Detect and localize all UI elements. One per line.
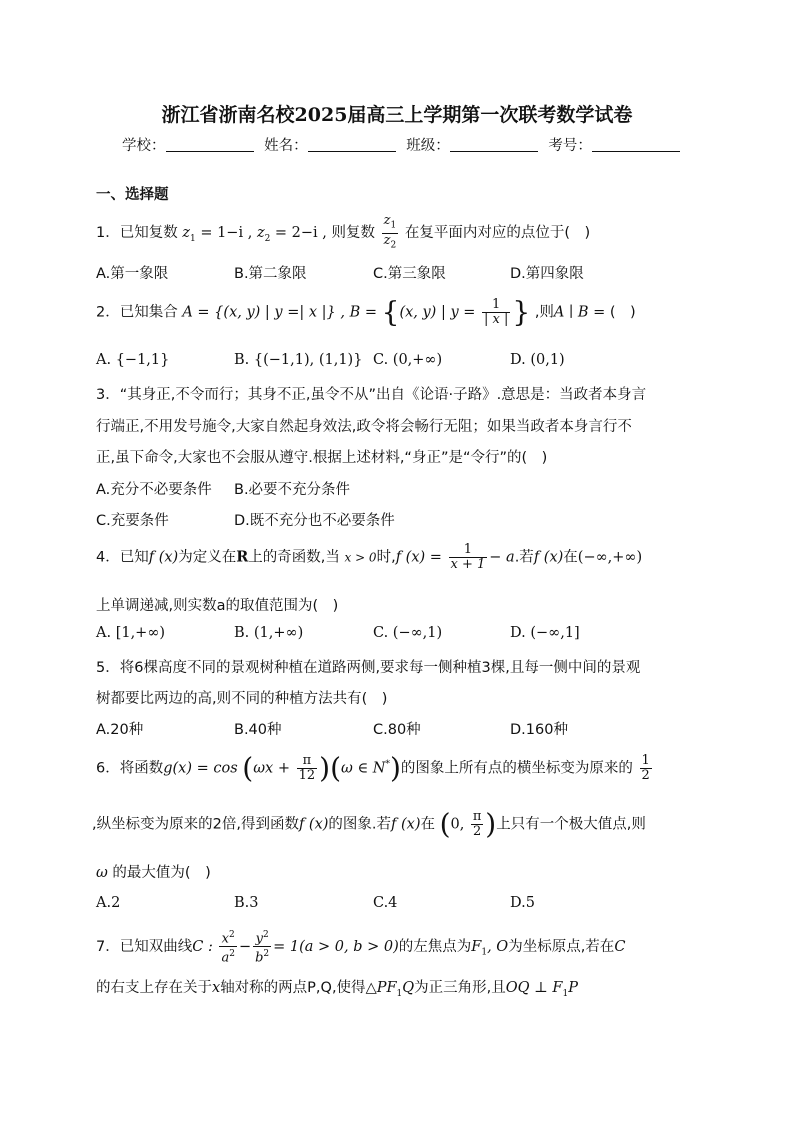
option-d[interactable]: D.160种 [510,722,568,738]
question-number: 4． [96,549,120,566]
question-number: 2． [96,304,120,321]
id-blank[interactable] [592,137,680,152]
fraction [219,928,237,966]
frac-numerator: 1 [641,753,650,768]
fraction [382,214,399,252]
math-sub: 1 [189,233,196,244]
frac-denominator: | x | [484,312,509,327]
question-7: 7．已知双曲线C : $\frac{x^2}{a^2}$ − $\frac{y^2}{b^2}$ = 1(a > 0, b > 0)的左焦点为$F_1$, O为坐标原点,若在C [96,930,626,966]
math-var: Q [402,980,415,996]
question-4-line-2: 上单调递减,则实数a的取值范围为( ) [96,598,339,614]
fraction [253,928,271,966]
section-heading: 一、选择题 [96,187,169,203]
class-label: 班级： [406,138,450,154]
question-7-line-2 [96,976,578,999]
frac-numerator: y [255,931,263,947]
question-6-line-3 [96,861,211,882]
right-paren: ) [319,751,331,785]
math-expr: OQ ⊥ F [505,980,563,996]
question-6 [96,751,654,785]
frac-numerator: x [221,931,229,947]
math-expr: f (x) [298,816,329,833]
question-text: 已知复数 [119,225,178,242]
class-blank[interactable] [450,137,538,152]
math-sup: 2 [229,949,235,960]
question-text: 为坐标原点,若在 [508,938,615,955]
question-text: 的左焦点为 [398,938,472,955]
question-text: = ( ) [588,304,636,321]
question-text: 为正三角形,且 [414,980,506,996]
right-brace: } [512,295,531,329]
left-brace: { [381,295,400,329]
option-d[interactable]: D. (−∞,1] [510,625,580,641]
option-b[interactable]: B. (1,+∞) [234,625,304,641]
fraction [297,754,318,783]
frac-denominator: 2 [473,824,482,839]
left-paren: ( [330,751,342,785]
math-var: C [614,938,626,955]
option-c[interactable]: C.充要条件 [96,513,169,529]
math-expr: (x, y) | y = [399,304,476,321]
math-sup: 2 [263,949,270,960]
question-text: 轴对称的两点P,Q,使得 [220,980,366,996]
option-b[interactable]: B.3 [234,895,259,911]
name-label: 姓名： [264,138,308,154]
math-var: z [256,225,265,242]
question-text: ,纵坐标变为原来的2倍,得到函数 [92,816,299,833]
fraction [482,298,510,327]
math-expr: ω ∈ N [341,760,386,777]
question-text: 将函数 [119,760,164,777]
math-sub: 2 [264,233,271,244]
frac-denominator: 2 [641,768,650,783]
id-label: 考号： [548,138,592,154]
math-var: x [212,980,221,996]
name-blank[interactable] [308,137,396,152]
question-text: 上只有一个极大值点,则 [496,816,646,833]
frac-numerator: π [302,753,312,768]
exam-title: 浙江省浙南名校2025届高三上学期第一次联考数学试卷 [161,104,633,126]
frac-denominator: z [383,232,391,248]
school-blank[interactable] [166,137,254,152]
math-expr: f (x) [391,816,421,833]
math-expr: f (x) [148,549,179,566]
option-d[interactable]: D.5 [510,895,535,911]
option-c[interactable]: C.80种 [373,722,421,738]
question-text: .若 [514,549,534,566]
option-c[interactable]: C.第三象限 [373,266,446,282]
question-text: 的右支上存在关于 [96,980,212,996]
math-var: ω [96,865,108,881]
option-c[interactable]: C.4 [373,895,398,911]
math-expr: f (x) [533,549,564,566]
math-expr: A = {(x, y) | y =| x |} , B = [182,304,377,321]
option-a[interactable]: A.2 [96,895,121,911]
math-var: z [182,225,190,242]
option-b[interactable]: B. {(−1,1), (1,1)} [234,352,363,368]
frac-denominator: x + 1 [450,557,486,572]
math-expr: A ∣ B [553,304,589,321]
question-text: 时, [376,549,396,566]
question-text: ,则 [534,304,554,321]
math-var: P [568,980,578,996]
question-2 [96,295,636,329]
math-expr: f (x) = [395,549,442,566]
math-expr: △PF [365,980,397,996]
math-sub: 2 [390,240,397,251]
question-text: 已知双曲线 [119,938,193,955]
frac-numerator: z [383,213,391,228]
option-a[interactable]: A. {−1,1} [96,352,170,368]
option-d[interactable]: D.第四象限 [510,266,584,282]
question-6-line-2 [92,807,646,841]
option-a[interactable]: A. [1,+∞) [96,625,166,641]
math-expr: − a [489,549,515,566]
math-sub: 1 [396,988,403,999]
school-label: 学校： [122,138,166,154]
option-a[interactable]: A.第一象限 [96,266,169,282]
math-sup: * [385,759,390,770]
question-number: 1． [96,225,120,242]
question-text: 的图象.若 [328,816,392,833]
left-paren: ( [439,807,451,841]
question-text: 在 [420,816,435,833]
question-text: 的最大值为( ) [107,865,211,881]
real-set-symbol: R [236,548,249,566]
math-var: , O [487,938,509,955]
option-a[interactable]: A.充分不必要条件 [96,482,212,498]
question-text: 已知集合 [119,304,178,321]
math-var: F [471,938,482,955]
math-expr: 0, [450,816,465,833]
math-sub: 1 [562,988,569,999]
option-b[interactable]: B.第二象限 [234,266,307,282]
math-expr: C : [192,938,213,955]
fraction [640,754,652,783]
left-paren: ( [242,751,254,785]
math-expr: x > 0 [344,550,377,565]
math-expr: g(x) = cos [163,760,238,777]
frac-denominator: a [221,950,230,966]
option-a[interactable]: A.20种 [96,722,144,738]
math-expr: (−∞,+∞) [577,549,643,566]
question-text: 的图象上所有点的横坐标变为原来的 [400,760,633,777]
frac-numerator: π [472,809,482,824]
question-3-line-2: 行端正,不用发号施令,大家自然起身效法,政令将会畅行无阻；如果当政者本身言行不 [96,419,632,435]
student-info-row [122,134,686,155]
question-number: 6． [96,760,120,777]
fraction [471,810,483,839]
question-3-line-1: 3．“其身正,不令而行；其身不正,虽令不从”出自《论语·子路》.意思是：当政者本身言 [96,387,647,403]
right-paren: ) [389,751,401,785]
frac-denominator: 12 [298,768,316,783]
math-expr: = 2−i , [270,225,327,242]
question-text: 为定义在 [178,549,237,566]
math-expr: = 1(a > 0, b > 0) [273,938,399,955]
math-expr: ωx + [253,760,290,777]
frac-numerator: 1 [492,297,501,312]
question-3-line-3: 正,虽下命令,大家也不会服从遵守.根据上述材料,“身正”是“令行”的( ) [96,450,548,466]
question-1 [96,214,590,252]
fraction [449,543,488,572]
question-text: 在复平面内对应的点位于( ) [404,225,591,242]
option-c[interactable]: C. (0,+∞) [373,352,443,368]
question-5-line-2: 树都要比两边的高,则不同的种植方法共有( ) [96,691,388,707]
option-d[interactable]: D. (0,1) [510,352,565,368]
math-sup: 2 [228,930,235,940]
frac-numerator: 1 [463,542,473,557]
frac-denominator: b [255,950,264,966]
question-text: 在 [563,549,578,566]
math-sub: 1 [390,220,397,231]
option-b[interactable]: B.必要不充分条件 [234,482,351,498]
question-text: 上的奇函数,当 [248,549,340,566]
question-4 [96,543,642,572]
math-sub: 1 [481,947,488,958]
question-number: 7． [96,938,120,955]
question-5-line-1: 5．将6棵高度不同的景观树种植在道路两侧,要求每一侧种植3棵,且每一侧中间的景观 [96,660,641,676]
math-sup: 2 [262,930,269,940]
option-b[interactable]: B.40种 [234,722,282,738]
right-paren: ) [485,807,497,841]
math-expr: = 1−i , [195,225,253,242]
option-c[interactable]: C. (−∞,1) [373,625,443,641]
question-text: 则复数 [331,225,376,242]
option-d[interactable]: D.既不充分也不必要条件 [234,513,395,529]
question-text: 已知 [119,549,149,566]
